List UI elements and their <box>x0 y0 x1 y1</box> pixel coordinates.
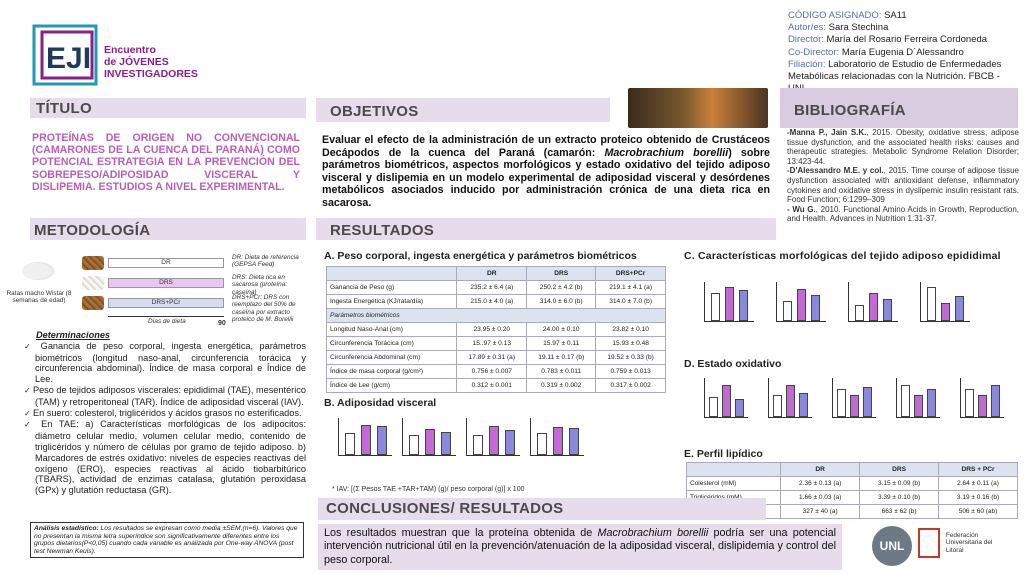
bar <box>863 387 872 417</box>
bar <box>441 432 451 455</box>
chart-tam <box>466 418 520 456</box>
bar <box>473 435 483 455</box>
bar-drspcr: DRS+PCr <box>108 298 224 308</box>
bar <box>927 389 936 417</box>
author-info: CÓDIGO ASIGNADO: SA11 Autor/es: Sara Stechina Director: María del Rosario Ferreira Cordoneda Co-Director: María Eugenia D´Alessandro Filiación: Laboratorio de Estudio de Enfermedades Metabólicas relacionadas con la Nutrición. FBCB - <box>788 10 1002 83</box>
svg-text:EJI: EJI <box>46 42 92 75</box>
bar <box>837 389 846 417</box>
chart-tbars <box>768 378 812 418</box>
determinations <box>24 330 306 496</box>
bar <box>927 287 936 321</box>
list-item: ✓ En suero: colesterol, triglicéridos y ácidos grasos no esterificados. <box>24 408 306 420</box>
bar <box>361 425 371 455</box>
legend-drs: DRS: Dieta rica en sacarosa (proteína: caseína) <box>232 274 288 296</box>
list-item: ✓ En TAE: a) Características morfológicas de los adipocitos: diámetro celular medio, volumen celular medio, contenido de triglicéridos y número de células por gramo de tejido adiposo. b) Marcadores de estrés oxidativo: niveles de especies reactivas del oxígeno (ERO), especies reactivas al ácido tiobarbitúrico (TBARS), actividad de enzimas catalasa, glutatión peroxidasa (GPx) y glutatión reductasa (GR). <box>24 419 306 496</box>
bar <box>505 430 515 455</box>
bar <box>735 399 744 417</box>
bar <box>883 299 892 321</box>
chart-gr <box>960 378 1004 418</box>
bar <box>799 393 808 417</box>
bar <box>722 385 731 417</box>
bar <box>914 395 923 417</box>
bar <box>489 426 499 455</box>
bar <box>345 433 355 455</box>
poster-title: PROTEÍNAS DE ORIGEN NO CONVENCIONAL (CAMARONES DE LA CUENCA DEL PARANÁ) COMO POTENCIAL ESTRATEGIA EN LA PREVENCIÓN DEL SOBREPESO/ADIPOSIDAD VISCERAL Y DISLIPEMIA. ESTUDIOS A NIVEL EXPERIMENTAL. <box>32 132 300 193</box>
bar <box>850 395 859 417</box>
sectionD-title: D. Estado oxidativo <box>684 358 782 370</box>
table-row: 1.66 ± 0.03 (a) 3.39 ± 0.10 (b) 3.19 ± 0.16 (b) <box>687 491 1018 505</box>
bar <box>855 305 864 321</box>
days-label: Días de dieta <box>148 318 186 325</box>
table-row: Ingesta Energética (KJ/rata/día) 215.0 ± 4.0 (a) 314.0 ± 6.0 (b) 314.0 ± 7.0 (b) <box>327 295 666 309</box>
chart-dcm <box>704 282 754 322</box>
bar <box>711 293 720 321</box>
bar <box>955 296 964 321</box>
section-titulo: TÍTULO <box>36 100 92 117</box>
food-dr-image <box>82 256 104 270</box>
tableE-title: E. Perfil lipídico <box>684 448 763 460</box>
sectionB-title: B. Adiposidad visceral <box>324 397 437 409</box>
bar <box>786 385 795 417</box>
bar <box>537 433 547 455</box>
bar-drs: DRS <box>108 278 224 288</box>
table-row: Circunferencia Abdominal (cm) 17.89 ± 0.31 (a) 19.11 ± 0.17 (b) 19.52 ± 0.33 (b) <box>327 351 666 365</box>
bar <box>569 428 579 455</box>
bar <box>377 426 387 455</box>
chart-ero <box>704 378 748 418</box>
bar <box>553 427 563 455</box>
rat-image <box>22 262 54 280</box>
list-item: ✓ Peso de tejidos adiposos viscerales: epididimal (TAE), mesentérico (TAM) y retroperitoneal (TAR). Índice de adiposidad visceral (IAV). <box>24 385 306 408</box>
bar <box>869 293 878 321</box>
section-conclusiones: CONCLUSIONES/ RESULTADOS <box>326 500 564 517</box>
food-drspcr-image <box>82 296 104 310</box>
determinations-title: Determinaciones <box>36 330 111 340</box>
section-bibliografia: BIBLIOGRAFÍA <box>794 102 906 119</box>
chart-tar <box>402 418 456 456</box>
sectionC-charts <box>690 278 1020 350</box>
conclusion-text: Los resultados muestran que la proteína obtenida de Macrobrachium borellii podría ser una potencial intervención nutricional útil en la prevención/atenuación de la adiposidad visceral, dislipidemia y control del peso corporal. <box>318 524 842 570</box>
tableE: DR DRS DRS + PCr Colesterol (mM) 2.36 ± 0.13 (a) 3.15 ± 0.09 (b) 2.64 ± 0.11 (a) 1.66 ± 0.03 (a) 3.39 ± 0.10 (b) 3.19 ± 0.16 (b) 327 ± 40 (a) 663 ± 62 (b) 506 ± 60 (ab) <box>686 462 1018 519</box>
sectionC-title: C. Características morfológicas del tejido adiposo epididimal <box>684 250 1001 262</box>
tableA-title: A. Peso corporal, ingesta energética y parámetros biométricos <box>324 250 637 262</box>
bar-dr: DR <box>108 258 224 268</box>
sectionB-charts <box>330 414 590 484</box>
bar <box>725 287 734 321</box>
table-row: 327 ± 40 (a) 663 ± 62 (b) 506 ± 60 (ab) <box>687 505 1018 519</box>
chart-gpx <box>896 378 940 418</box>
bar <box>941 303 950 321</box>
chart-tae <box>338 418 392 456</box>
tableA: DR DRS DRS+PCr Ganancia de Peso (g) 235.2 ± 6.4 (a) 250.2 ± 4.2 (b) 219.1 ± 4.1 (a) Ingesta Energética (KJ/rata/día) 215.0 ± 4.0 (a) 314.0 ± 6.0 (b) 314.0 ± 7.0 (b) Parámetros biométricos Longitud Naso-Anal (cm) 23.95 ± 0.20 24.00 ± 0.10 23.82 ± 0.10 Circunferencia Torácica (cm) 15..97 ± 0.13 15.97 ± 0.11 15.93 ± 0.48 Circunferencia Abdominal (cm) 17.89 ± 0.31 (a) 19.11 ± 0.17 (b) 19.52 ± 0.33 (b) Índice de masa corporal (g/cm²) 0.756 ± 0.007 0.783 ± 0.011 0.759 ± 0.013 Índice de Lee (g/cm) 0.312 ± 0.001 0.319 ± 0.002 0.317 ± 0.002 <box>326 266 666 393</box>
food-drs-image <box>82 276 104 290</box>
chart-iav <box>530 418 584 456</box>
timeline-axis <box>108 316 224 317</box>
bib-entry: - Wu G., 2010. Functional Amino Acids in Growth, Reproduction, and Health. Advances in Nutrition 1:31-37. <box>787 204 1019 224</box>
sectionD-charts <box>690 372 1020 444</box>
table-row: Colesterol (mM) 2.36 ± 0.13 (a) 3.15 ± 0.09 (b) 2.64 ± 0.11 (a) <box>687 477 1018 491</box>
shrimp-photo <box>628 88 768 128</box>
fed-logo: Federación Universitaria del Litoral <box>918 528 1018 566</box>
logo-text: Encuentro de JÓVENES INVESTIGADORES <box>104 44 198 80</box>
section-objetivos: OBJETIVOS <box>330 103 419 120</box>
table-row: Circunferencia Torácica (cm) 15..97 ± 0.13 15.97 ± 0.11 15.93 ± 0.48 <box>327 337 666 351</box>
bar <box>783 301 792 321</box>
bar <box>901 385 910 417</box>
bar <box>709 397 718 417</box>
chart-vcm <box>776 282 826 322</box>
eji-logo <box>32 22 102 88</box>
section-resultados: RESULTADOS <box>330 222 435 239</box>
list-item: ✓ Ganancia de peso corporal, ingesta energética, parámetros biométricos (longitud naso-anal, circunferencia torácica y circunferencia abdominal). Índice de masa corporal e Índice de Lee. <box>24 341 306 385</box>
chart-ncel <box>920 282 970 322</box>
chart-catalasa <box>832 378 876 418</box>
table-row: Índice de Lee (g/cm) 0.312 ± 0.001 0.319 ± 0.002 0.317 ± 0.002 <box>327 379 666 393</box>
iav-footnote: * IAV: [(Σ Pesos TAE +TAR+TAM) (g)/ peso corporal (g)] x 100 <box>332 486 525 493</box>
chart-ctg <box>848 282 898 322</box>
rats-label: Ratas macho Wistar (8 semanas de edad) <box>6 290 72 305</box>
bar <box>773 395 782 417</box>
bar <box>797 289 806 321</box>
bib-entry: -D'Alessandro M.E. y col., 2015. Time course of adipose tissue dysfunction associated with antioxidant defense, inflammatory cytokines and oxidative stress in dyslipemic insulin resistant rats. Food Function; 6:1299–309 <box>787 166 1019 205</box>
unl-logo: UNL <box>872 526 912 566</box>
bar <box>739 290 748 321</box>
bar <box>965 389 974 417</box>
bar <box>991 385 1000 417</box>
table-row: Ganancia de Peso (g) 235.2 ± 6.4 (a) 250.2 ± 4.2 (b) 219.1 ± 4.1 (a) <box>327 281 666 295</box>
section-metodologia: METODOLOGÍA <box>34 222 151 239</box>
legend-dr: DR: Dieta de referencia (GEPSA Feed) <box>232 254 299 269</box>
legend-drspcr: DRS+PCr: DRS con reemplazo del 50% de caseína por extracto proteico de M. Borellii <box>232 294 296 324</box>
table-row: Longitud Naso-Anal (cm) 23.95 ± 0.20 24.00 ± 0.10 23.82 ± 0.10 <box>327 323 666 337</box>
statistics-note: Análisis estadístico: Los resultados se expresan como media ±SEM,(n=6). Valores que no presentan la misma letra superíndice son significativamente diferentes entre los grupos dietarios(P<0,05) cuando cada variable es analizada por One-way ANOVA (post test Newman Keuls). <box>30 522 304 558</box>
bar <box>978 395 987 417</box>
bib-entry: -Manna P., Jain S.K., 2015. Obesity, oxidative stress, adipose tissue dysfunction, and the associated health risks: causes and therapeutic strategies. Metabolic Syndrome Relation Disorder; 13:423-44. <box>787 128 1019 166</box>
bar <box>425 429 435 455</box>
bar <box>811 295 820 321</box>
table-row: Índice de masa corporal (g/cm²) 0.756 ± 0.007 0.783 ± 0.011 0.759 ± 0.013 <box>327 365 666 379</box>
days-value: 90 <box>218 320 226 327</box>
bar <box>409 435 419 455</box>
bibliography <box>787 128 1019 224</box>
objective-text: Evaluar el efecto de la administración de un extracto proteico obtenido de Crustáceos Decápodos de la cuenca del Paraná (camarón: Macrobrachium borellii) sobre parámetros biométricos, aspectos morfológicos y estado oxidativo del tejido adiposo visceral y dislipemia en un modelo experimental de adiposidad visceral y desórdenes metabólicos asociados inducido por administración crónica de una dieta rica en sacarosa. <box>322 134 770 209</box>
